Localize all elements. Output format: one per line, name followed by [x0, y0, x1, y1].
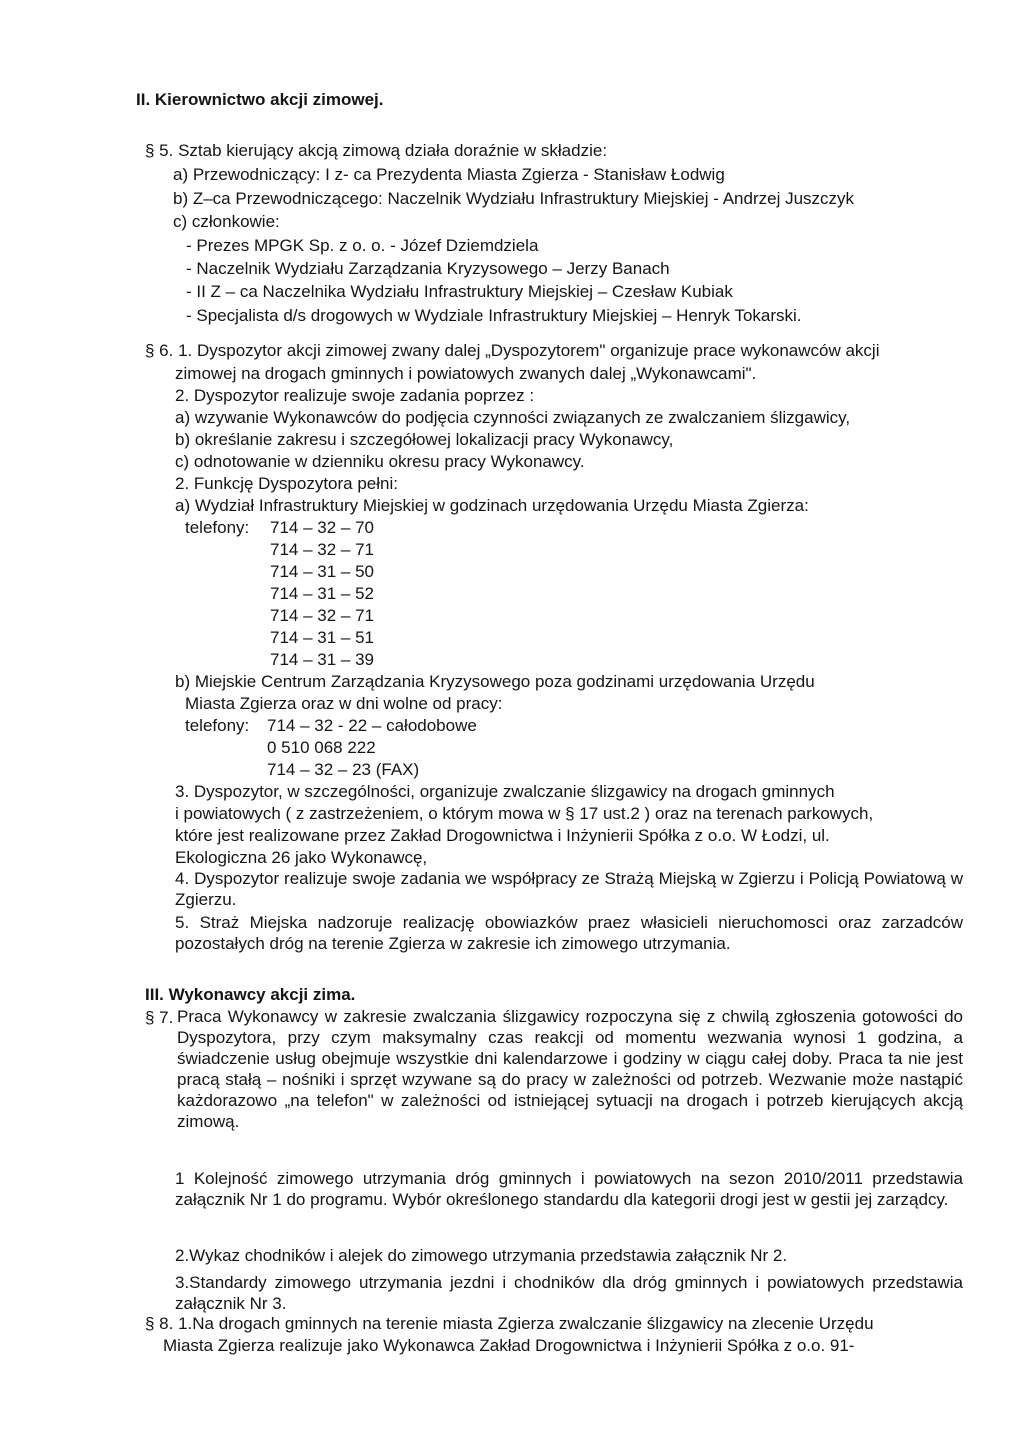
phone-number: 714 – 32 - 22 – całodobowe	[267, 716, 477, 735]
p6-3-line-3: które jest realizowane przez Zakład Drogownictwa i Inżynierii Spółka z o.o. W Łodzi, ul.	[175, 826, 830, 845]
p5-member: - Specjalista d/s drogowych w Wydziale Infrastruktury Miejskiej – Henryk Tokarski.	[186, 306, 802, 325]
phone-number: 714 – 31 – 50	[270, 562, 374, 581]
p6-function-b-line-1: b) Miejskie Centrum Zarządzania Kryzysowego poza godzinami urzędowania Urzędu	[175, 672, 815, 691]
p6-2-item-b: b) określanie zakresu i szczegółowej lokalizacji pracy Wykonawcy,	[175, 430, 674, 449]
p7-list-item-2: 2.Wykaz chodników i alejek do zimowego utrzymania przedstawia załącznik Nr 2.	[175, 1246, 788, 1265]
p7-marker: § 7.	[145, 1008, 174, 1027]
p6-2-item-a: a) wzywanie Wykonawców do podjęcia czynności związanych ze zwalczaniem ślizgawicy,	[175, 408, 851, 427]
p6-4: 4. Dyspozytor realizuje swoje zadania we współpracy ze Strażą Miejską w Zgierzu i Policją Powiatową w Zgierzu.	[175, 869, 963, 909]
p6-function-a: a) Wydział Infrastruktury Miejskiej w godzinach urzędowania Urzędu Miasta Zgierza:	[175, 496, 809, 515]
p6-function-intro: 2. Funkcję Dyspozytora pełni:	[175, 474, 398, 493]
p7-text: Praca Wykonawcy w zakresie zwalczania ślizgawicy rozpoczyna się z chwilą zgłoszenia gotowości do Dyspozytora, przy czym maksymalny czas reakcji od momentu wezwania wynosi 1 godzina, a świadczenie usług obejmuje wszystkie dni kalendarzowe i godziny w ciągu całej doby. Praca ta nie jest pracą stałą – nośniki i sprzęt wzywane są do pracy w zależności od potrzeb. Wezwanie może nastąpić każdorazowo „na telefon" w zależności od istniejącej sytuacji na drogach i potrzeb kierujących akcją zimową.	[177, 1007, 963, 1131]
p6-2-intro: 2. Dyspozytor realizuje swoje zadania poprzez :	[175, 386, 535, 405]
p7-list-item-3: 3.Standardy zimowego utrzymania jezdni i chodników dla dróg gminnych i powiatowych przedstawia załącznik Nr 3.	[175, 1273, 963, 1313]
phone-number: 714 – 31 – 51	[270, 628, 374, 647]
phone-number: 714 – 32 – 71	[270, 540, 374, 559]
phone-number: 714 – 31 – 52	[270, 584, 374, 603]
p6-5: 5. Straż Miejska nadzoruje realizację obowiazków praez własicieli nieruchomosci oraz zarzadców pozostałych dróg na terenie Zgierza w zakresie ich zimowego utrzymania.	[175, 913, 963, 953]
p5-member: - Naczelnik Wydziału Zarządzania Kryzysowego – Jerzy Banach	[186, 259, 670, 278]
p8-line-1: § 8. 1.Na drogach gminnych na terenie miasta Zgierza zwalczanie ślizgawicy na zlecenie Urzędu	[145, 1314, 874, 1333]
p5-member: - Prezes MPGK Sp. z o. o. - Józef Dziemdziela	[186, 236, 539, 255]
p6-3-line-1: 3. Dyspozytor, w szczególności, organizuje zwalczanie ślizgawicy na drogach gminnych	[175, 782, 835, 801]
phones-label: telefony:	[185, 716, 250, 735]
phone-number: 0 510 068 222	[267, 738, 376, 757]
phone-number: 714 – 32 – 71	[270, 606, 374, 625]
p8-line-2: Miasta Zgierza realizuje jako Wykonawca Zakład Drogownictwa i Inżynierii Spółka z o.o. 91-	[163, 1336, 855, 1355]
p5-intro: § 5. Sztab kierujący akcją zimową działa doraźnie w składzie:	[145, 141, 608, 160]
p6-function-b-line-2: Miasta Zgierza oraz w dni wolne od pracy:	[185, 694, 503, 713]
phone-number: 714 – 32 – 70	[270, 518, 374, 537]
section-2-heading: II. Kierownictwo akcji zimowej.	[136, 90, 384, 109]
p5-member: - II Z – ca Naczelnika Wydziału Infrastruktury Miejskiej – Czesław Kubiak	[186, 282, 733, 301]
p6-line-1: § 6. 1. Dyspozytor akcji zimowej zwany dalej „Dyspozytorem" organizuje prace wykonawców akcji	[145, 341, 880, 360]
phone-number: 714 – 32 – 23 (FAX)	[267, 760, 420, 779]
p6-2-item-c: c) odnotowanie w dzienniku okresu pracy Wykonawcy.	[175, 452, 585, 471]
p6-3-line-4: Ekologiczna 26 jako Wykonawcę,	[175, 848, 428, 867]
p5-item-c: c) członkowie:	[173, 212, 280, 231]
section-3-heading: III. Wykonawcy akcji zima.	[145, 985, 356, 1004]
p6-3-line-2: i powiatowych ( z zastrzeżeniem, o którym mowa w § 17 ust.2 ) oraz na terenach parkowych,	[175, 804, 874, 823]
p5-item-a: a) Przewodniczący: I z- ca Prezydenta Miasta Zgierza - Stanisław Łodwig	[173, 165, 725, 184]
phones-label: telefony:	[185, 518, 250, 537]
p5-item-b: b) Z–ca Przewodniczącego: Naczelnik Wydziału Infrastruktury Miejskiej - Andrzej Juszczyk	[173, 189, 855, 208]
phone-number: 714 – 31 – 39	[270, 650, 374, 669]
p7-list-item-1: 1 Kolejność zimowego utrzymania dróg gminnych i powiatowych na sezon 2010/2011 przedstawia załącznik Nr 1 do programu. Wybór określonego standardu dla kategorii drogi jest w gestii jej zarządcy.	[175, 1169, 963, 1209]
p6-line-2: zimowej na drogach gminnych i powiatowych zwanych dalej „Wykonawcami".	[175, 364, 757, 383]
